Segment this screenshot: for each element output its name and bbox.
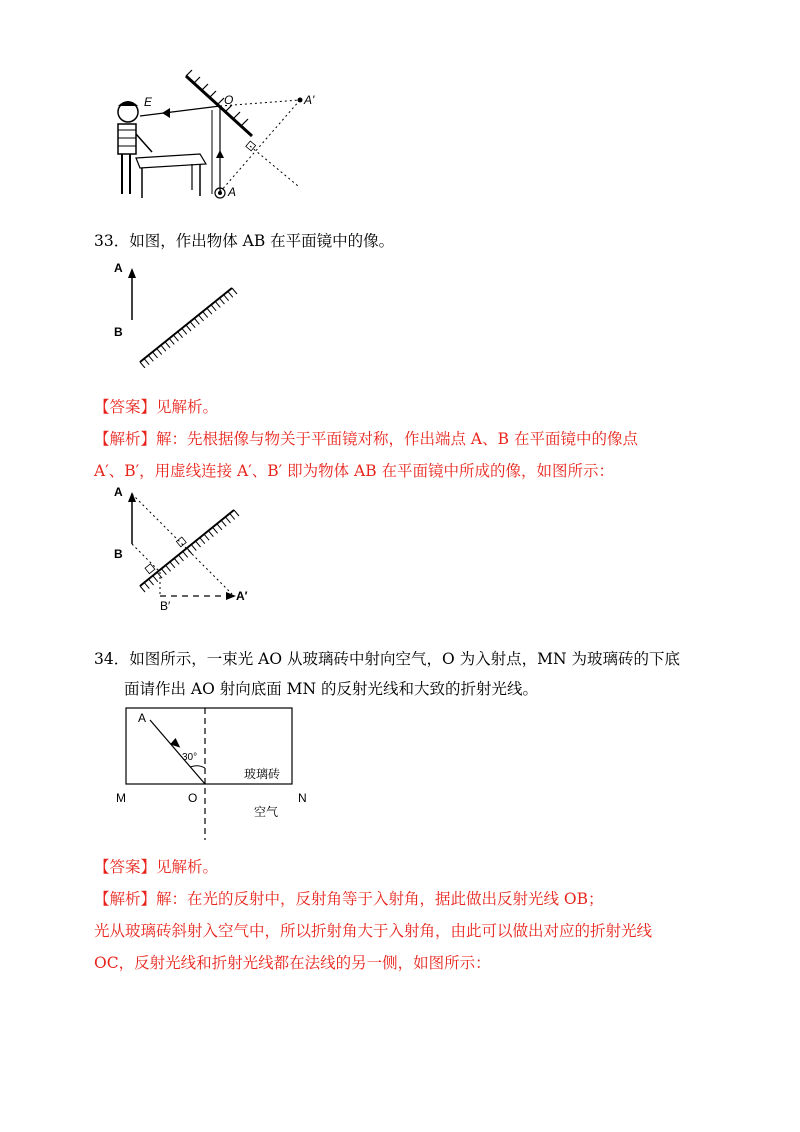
mirror-hatch [153,576,158,582]
mirror-hatch [173,335,178,341]
q33-sol-label-a-prime: A′ [236,589,248,603]
mirror-hatch [169,338,174,344]
label-o: O [224,93,234,107]
q34-label-angle: 30° [182,752,198,763]
mirror-hatch [183,551,188,557]
mirror-hatch [194,318,199,324]
mirror-hatch [230,513,235,519]
q34-analysis-line1: 【解析】解：在光的反射中，反射角等于入射角，据此做出反射光线 OB； [94,890,604,908]
mirror-hatch [178,332,183,338]
q33-label-b: B [114,325,123,339]
mirror-hatch [208,531,213,537]
mirror-hatch [225,517,230,523]
q34-label-air: 空气 [254,805,279,819]
mirror-hatch [153,352,158,358]
mirror-hatch [215,301,220,307]
q34-analysis-line2: 光从玻璃砖斜射入空气中，所以折射角大于入射角，由此可以做出对应的折射光线 [94,922,653,940]
mirror-hatch [213,527,218,533]
mirror-hatch [211,305,216,311]
q34-label-a: A [138,711,147,725]
q33-sol-label-a: A [114,485,123,499]
mirror-hatch [144,583,149,589]
mirror-hatch [149,579,154,585]
q34-stem-line2: 面请作出 AO 射向底面 MN 的反射光线和大致的折射光线。 [124,680,539,698]
q33-solution-figure [110,482,270,612]
label-a: A [228,185,237,199]
mirror-hatch [234,510,239,516]
q33-analysis-line1: 【解析】解：先根据像与物关于平面镜对称，作出端点 A、B 在平面镜中的像点 [94,430,638,448]
q33-answer: 【答案】见解析。 [94,398,219,416]
q34-label-glass: 玻璃砖 [244,767,281,781]
q33-sol-label-b: B [114,547,123,561]
mirror-hatch [148,355,153,361]
mirror-hatch [207,308,212,314]
q34-answer: 【答案】见解析。 [94,858,219,876]
mirror-hatch [219,298,224,304]
mirror-hatch [186,325,191,331]
label-a-prime: A' [304,93,315,107]
mirror-hatch [178,555,183,561]
mirror-hatch [165,342,170,348]
mirror-hatch [228,291,233,297]
q33-label-a: A [114,261,123,275]
mirror-hatch [221,520,226,526]
mirror-hatch [140,362,145,368]
mirror-hatch [199,315,204,321]
q34-label-n: N [298,791,307,805]
q33-analysis-line2: A′、B′，用虚线连接 A′、B′ 即为物体 AB 在平面镜中所成的像，如图所示： [94,462,615,480]
mirror-hatch [161,569,166,575]
mirror-hatch [217,524,222,530]
q33-figure [110,258,260,368]
mirror-hatch [166,565,171,571]
q34-analysis-line3: OC，反射光线和折射光线都在法线的另一侧，如图所示： [94,954,491,972]
q33-sol-label-b-prime: B′ [160,599,171,612]
mirror-boy-figure [100,66,340,206]
mirror-hatch [204,534,209,540]
mirror-hatch [203,312,208,318]
q34-label-o: O [188,791,198,805]
mirror-hatch [224,295,229,301]
mirror-hatch [191,545,196,551]
mirror-hatch [190,322,195,328]
mirror-hatch [161,345,166,351]
q33-stem: 33．如图，作出物体 AB 在平面镜中的像。 [94,232,395,250]
mirror-hatch [157,349,162,355]
q34-stem-line1: 34．如图所示，一束光 AO 从玻璃砖中射向空气，O 为入射点，MN 为玻璃砖的下底 [94,650,680,668]
mirror-hatch [144,359,149,365]
mirror-hatch [232,288,237,294]
mirror-hatch [196,541,201,547]
mirror-hatch [140,586,145,592]
q34-figure [110,700,330,845]
mirror-hatch [200,538,205,544]
q34-label-m: M [116,791,126,805]
label-e: E [144,95,153,109]
mirror-hatch [174,558,179,564]
mirror-hatch [182,328,187,334]
mirror-hatch [170,562,175,568]
